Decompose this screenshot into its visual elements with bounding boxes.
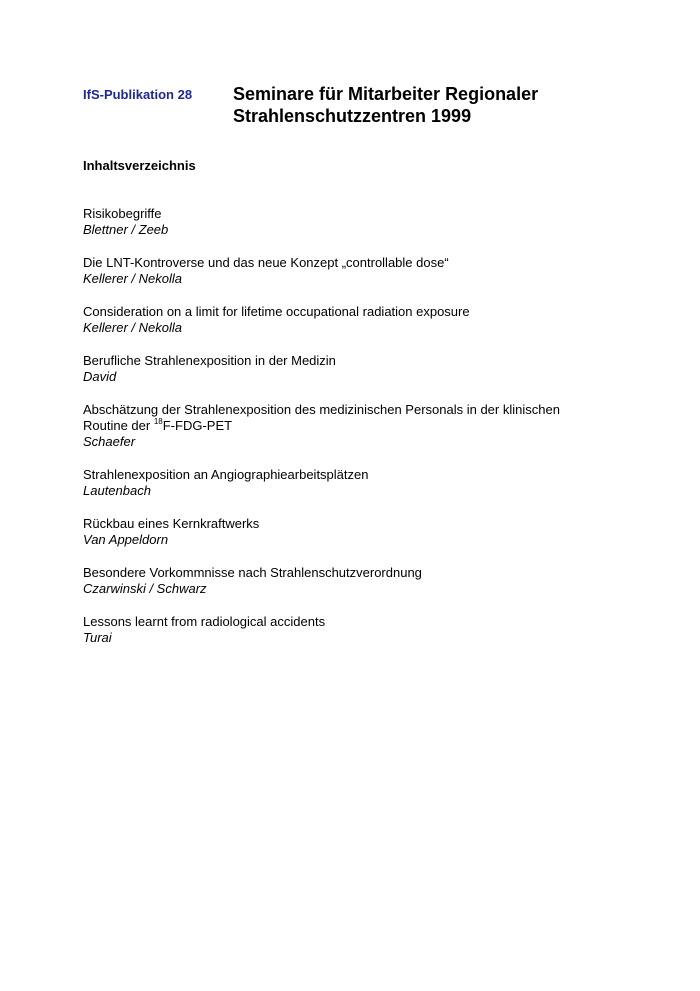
- entry-title-suffix: F-FDG-PET: [162, 418, 233, 433]
- entry-authors: Lautenbach: [83, 483, 151, 498]
- entry-title: Risikobegriffe: [83, 206, 162, 221]
- entry-title-line-1: Abschätzung der Strahlenexposition des medizinischen Personals in der klinischen: [83, 402, 560, 417]
- toc-entry: [83, 565, 643, 597]
- title-line-2: Strahlenschutzzentren 1999: [233, 106, 472, 126]
- entry-title-line-2: [83, 418, 643, 434]
- toc-list: [83, 206, 643, 663]
- entry-title: Consideration on a limit for lifetime occupational radiation exposure: [83, 304, 470, 319]
- entry-title: Lessons learnt from radiological accidents: [83, 614, 326, 629]
- entry-title: Strahlenexposition an Angiographiearbeitsplätzen: [83, 467, 369, 482]
- toc-heading: Inhaltsverzeichnis: [83, 158, 196, 173]
- toc-entry: [83, 402, 643, 450]
- entry-title: Rückbau eines Kernkraftwerks: [83, 516, 260, 531]
- document-title: [233, 83, 538, 127]
- toc-entry: [83, 304, 643, 336]
- entry-authors: Kellerer / Nekolla: [83, 320, 182, 335]
- entry-authors: Schaefer: [83, 434, 136, 449]
- entry-authors: Turai: [83, 630, 112, 645]
- toc-entry: [83, 516, 643, 548]
- toc-entry: [83, 467, 643, 499]
- toc-entry: [83, 353, 643, 385]
- entry-authors: Van Appeldorn: [83, 532, 169, 547]
- entry-authors: Czarwinski / Schwarz: [83, 581, 207, 596]
- entry-title: Berufliche Strahlenexposition in der Medizin: [83, 353, 336, 368]
- entry-authors: David: [83, 369, 117, 384]
- isotope-superscript: 18: [153, 417, 163, 426]
- entry-title-prefix: Routine der: [83, 418, 154, 433]
- entry-title: Die LNT-Kontroverse und das neue Konzept „controllable dose“: [83, 255, 449, 270]
- toc-entry: [83, 255, 643, 287]
- series-label: IfS-Publikation 28: [83, 87, 193, 102]
- entry-authors: Kellerer / Nekolla: [83, 271, 182, 286]
- entry-title: Besondere Vorkommnisse nach Strahlenschutzverordnung: [83, 565, 422, 580]
- toc-entry: [83, 614, 643, 646]
- entry-authors: Blettner / Zeeb: [83, 222, 169, 237]
- toc-entry: [83, 206, 643, 238]
- title-line-1: Seminare für Mitarbeiter Regionaler: [233, 84, 539, 104]
